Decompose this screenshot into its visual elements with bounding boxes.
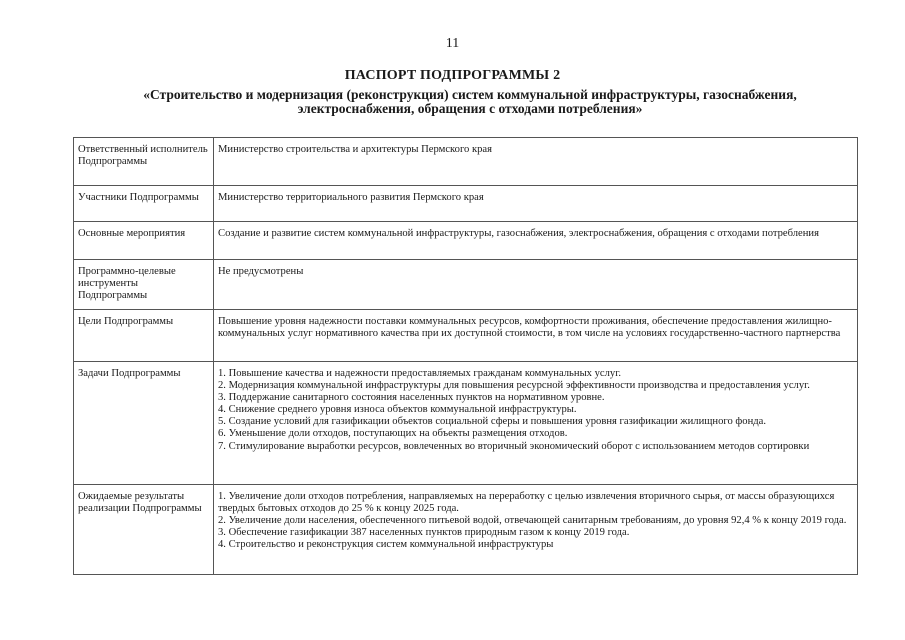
task-item: 2. Модернизация коммунальной инфраструктуры для повышения ресурсной эффективности производства и предоставления услуг. (218, 380, 810, 392)
row-label: Программно-целевые инструменты Подпрограммы (74, 260, 214, 310)
document-title: ПАСПОРТ ПОДПРОГРАММЫ 2 (344, 68, 561, 83)
row-label: Основные мероприятия (74, 222, 214, 260)
passport-table (73, 137, 858, 575)
result-item: 4. Строительство и реконструкция систем коммунальной инфраструктуры (218, 539, 554, 551)
content-line: Не предусмотрены (218, 266, 304, 277)
result-item: 3. Обеспечение газификации 387 населенных пунктов природным газом к концу 2019 года. (218, 527, 630, 539)
row-label: Ответственный исполнитель Подпрограммы (74, 138, 214, 186)
content-line: Министерство территориального развития Пермского края (218, 192, 484, 203)
content-line: Создание и развитие систем коммунальной инфраструктуры, газоснабжения, электроснабжения, обращения с отходами потребления (218, 228, 819, 239)
row-content (214, 260, 858, 310)
task-item: 5. Создание условий для газификации объектов социальной сферы и повышения уровня газификации жилищного фонда. (218, 416, 766, 428)
result-item: 2. Увеличение доли населения, обеспеченного питьевой водой, отвечающей санитарным требованиям, до уровня 92,4 % к концу 2019 года. (218, 515, 847, 527)
row-label: Участники Подпрограммы (74, 186, 214, 222)
table-row (74, 260, 858, 310)
row-content (214, 362, 858, 485)
row-label: Задачи Подпрограммы (74, 362, 214, 485)
task-item: 4. Снижение среднего уровня износа объектов коммунальной инфраструктуры. (218, 404, 577, 416)
task-item: 1. Повышение качества и надежности предоставляемых гражданам коммунальных услуг. (218, 368, 622, 379)
table-row (74, 485, 858, 575)
row-content (214, 138, 858, 186)
result-item: 1. Увеличение доли отходов потребления, направляемых на переработку с целью извлечения вторичного сырья, от массы образующихся твердых бытовых отходов до 25 % к концу 2025 года. (218, 491, 835, 515)
row-content (214, 186, 858, 222)
task-item: 6. Уменьшение доли отходов, поступающих на объекты размещения отходов. (218, 428, 568, 440)
table-row (74, 222, 858, 260)
table-row (74, 362, 858, 485)
task-item: 7. Стимулирование выработки ресурсов, вовлеченных во вторичный экономический оборот с использованием методов сортировки (218, 440, 810, 452)
row-content (214, 485, 858, 575)
table-row (74, 310, 858, 362)
content-line: Министерство строительства и архитектуры Пермского края (218, 144, 492, 155)
row-content (214, 310, 858, 362)
document-subtitle: «Строительство и модернизация (реконструкция) систем коммунальной инфраструктуры, газоснабжения, электроснабжения, обращения с отходами потребления» (143, 87, 797, 116)
page-number: 11 (445, 36, 460, 51)
table-row (74, 138, 858, 186)
row-label: Цели Подпрограммы (74, 310, 214, 362)
content-line: Повышение уровня надежности поставки коммунальных ресурсов, комфортности проживания, обеспечение предоставления жилищно-коммунальных услуг нормативного качества при их доступной стоимости, в том числе на условиях государственно-частного партнерства (218, 316, 841, 340)
row-label: Ожидаемые результаты реализации Подпрограммы (74, 485, 214, 575)
task-item: 3. Поддержание санитарного состояния населенных пунктов на нормативном уровне. (218, 392, 605, 404)
table-row (74, 186, 858, 222)
row-content (214, 222, 858, 260)
